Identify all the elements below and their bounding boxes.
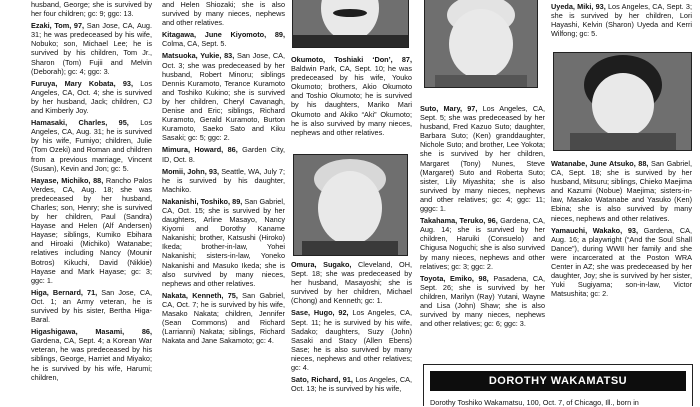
obituary-entry: [31, 21, 152, 76]
portrait-photo-omura: [293, 154, 408, 256]
obituary-text: and Helen Shiozaki; she is also survived by many nieces, nephews and other relatives.: [162, 0, 285, 28]
obituary-entry: [31, 0, 152, 18]
memorial-lead-text: Dorothy Toshiko Wakamatsu, 100, Oct. 7, of Chicago, Ill., born in: [430, 398, 639, 407]
obituary-name: Momii, John, 93,: [162, 166, 220, 176]
obituary-text: Los Angeles, CA, Oct. 13; he is survived by his wife,: [291, 375, 412, 394]
obituary-name: Higashigawa, Masami, 86,: [31, 327, 152, 337]
obituary-text: Los Angeles, CA, Oct. 4; she is survived by her husband, Jack; children, CJ and Kimberly Joy.: [31, 78, 152, 116]
obituary-text: Los Angeles, CA, Sept. 5; she was predeceased by her husband, Fred Kazuo Suto; daughter, Barbara Suto; (Ken) granddaughter, Nichole Suto; and brother, Lee Yokota; she is survived by her children, Margaret (Tony) Nunes, Steve (Margaret) Suto and Roberta Suto; sister, Lily Miyashita; she is also survived by many nieces, nephews and other relatives; gc: 4; ggc: 11; gggc: 1.: [420, 104, 545, 214]
obituary-text: Cleveland, OH, Sept. 18; she was predeceased by her husband, Masayoshi; she is survived by her children, Michael (Chong) and Kenneth; gc: 1.: [291, 260, 412, 306]
obituary-entry: [291, 375, 412, 393]
obituary-entry: [291, 260, 412, 305]
obituary-name: Toyota, Emiko, 98,: [420, 273, 489, 283]
obituary-entry: [420, 274, 545, 329]
obituary-name: Watanabe, June Atsuko, 88,: [551, 159, 649, 168]
obituary-entry: [31, 79, 152, 115]
obituary-entry: [31, 176, 152, 285]
obituary-text: Rancho Palos Verdes, CA, Aug. 18; she was predeceased by her husband, Charles; son, Henry; she is survived by her children, Paul (Sandra) Hayase and Helen (Alf Andersen) Hayase; siblings, Kumiko Ebihara and Hiroaki (Michiko) Watanabe; relatives including Nancy (Mounir Botros) Kikuchi, David (Nikkie) Hayase and Mark Hayase; gc: 3; ggc: 1.: [31, 175, 152, 285]
obituary-entry: [551, 159, 692, 223]
obituary-name: Furuya, Mary Kobata, 93,: [31, 78, 133, 88]
obituary-name: Takahama, Teruko, 96,: [420, 216, 498, 226]
obituary-name: Yamauchi, Wakako, 93,: [551, 225, 638, 235]
obituary-column-3b: [291, 260, 412, 405]
obituary-text: Pasadena, CA, Sept. 26; she is survived by her children, Marilyn (Ray) Yutani, Wayne and Lisa (John) Shaw; she is also survived by many nieces, nephews and other relatives; gc: 6; ggc: 3.: [420, 273, 545, 329]
obituary-text: Los Angeles, CA, Sept. 11; he is survived by his wife, Sadako; daughters, Suzy (John) Sasaki and Stacy (Allen Ebens) Sase; he is also survived by many nieces, nephews and other relatives; gc: 4.: [291, 308, 412, 373]
obituary-entry: [291, 55, 412, 137]
obituary-entry: [31, 327, 152, 382]
obituary-entry: [291, 308, 412, 372]
obituary-name: Hayase, Michiko, 88,: [31, 175, 104, 185]
obituary-text: Gardena, CA, Aug. 16; a playwright (“And the Soul Shall Dance”), during WWII her family and she were incarcerated at the Poston WRA Center in AZ; she was predeceased by her daughter, Joy; she is survived by her sister, Yuki Sugiyama; son-in-law, Victor Matsushita; gc: 2.: [551, 225, 692, 299]
obituary-entry: [162, 145, 285, 163]
obituary-column-2: [162, 0, 285, 405]
obituary-entry: [420, 216, 545, 271]
obituary-entry: [162, 197, 285, 288]
obituary-name: Sase, Hugo, 92,: [291, 308, 349, 318]
portrait-photo-okumoto: [292, 0, 409, 48]
obituary-entry: [551, 2, 692, 38]
obituary-entry: [162, 291, 285, 346]
obituary-name: Ezaki, Tom, 97,: [31, 21, 85, 31]
obituary-name: Nakata, Kenneth, 75,: [162, 290, 238, 300]
portrait-photo-watanabe: [553, 52, 692, 151]
obituary-text: Baldwin Park, CA, Sept. 10; he was predeceased by his wife, Youko Okumoto; brothers, Akio Okumoto and Toshio Okumoto; he is survived by his daughters, Mariko Mari Okumoto and Akiko “Aki” Okumoto; he is also survived by many nieces, nephews and other relatives.: [291, 64, 412, 137]
obituary-name: Uyeda, Miki, 93,: [551, 2, 606, 11]
obituary-name: Mimura, Howard, 86,: [162, 145, 238, 155]
obituary-entry: [31, 288, 152, 324]
obituary-name: Sato, Richard, 91,: [291, 375, 353, 385]
obituary-name: Nakanishi, Toshiko, 89,: [162, 196, 243, 206]
obituary-column-1: [31, 0, 152, 405]
obituary-text: Seattle, WA, July 7; he is survived by his daughter, Machiko.: [162, 166, 285, 194]
obituary-text: Los Angeles, CA, Sept. 3; she is survived by her children, Lori Hayashi, Kelvin (Sharon) Uyeda and Kerri Wilfong; gc: 5.: [551, 2, 692, 39]
portrait-photo-suto: [424, 0, 538, 88]
obituary-text: Los Angeles, CA, Aug. 31; he is survived by his wife, Fumiyo; children, Julie (Tom Ozeki) and Roman and children from a previous marriage, Vincent (Susan), Kevin and Jon; gc: 5.: [31, 118, 152, 173]
obituary-text: San Jose, CA, Oct. 3; she was predeceased by her husband, Robert Minoru; siblings Dennis Kuramoto, Terance Kuramoto and Toshiko Kukino; she is survived by her children, Cheryl Cavanagh, Denise and Eric; siblings, Richard Kuramoto, Gerald Kuramoto, Burton Kuramoto, Saeko Sato and Kiku Sasaki; gc: 5; ggc: 2.: [162, 51, 285, 143]
obituary-text: Gardena, CA, Aug. 14; she is survived by her children, Haruiki (Consuelo) and Chigusa Noguchi; she is also survived by many nieces, nephews and other relatives; gc: 3; ggc: 2.: [420, 216, 545, 271]
obituary-column-5b: [551, 159, 692, 359]
obituary-column-5: [551, 2, 692, 47]
memorial-box: [423, 364, 693, 406]
obituary-name: Omura, Sugako,: [291, 260, 352, 269]
obituary-entry: [420, 104, 545, 213]
obituary-name: Suto, Mary, 97,: [420, 104, 478, 113]
obituary-entry: [162, 167, 285, 194]
obituary-text: San Gabriel, CA, Oct. 15; she is survived by her daughters, Arline Masayo, Nancy Kiyomi and Dorothy Kaname Nakanishi; brother, Katsushi (Hiroko) Ikeda; brother-in-law, Yohei Nakanishi; sisters-in-law, Yoneko Nakanishi and Masuko Ikeda; she is also survived by many nieces, nephews and other relatives.: [162, 196, 285, 288]
obituary-text: Garden City, ID, Oct. 8.: [162, 145, 285, 164]
obituary-entry: [162, 30, 285, 48]
obituary-name: Higa, Bernard, 71,: [31, 287, 98, 297]
obituary-column-4: [420, 104, 545, 358]
obituary-text: San Jose, CA, Aug. 31; he was predeceased by his wife, Nobuko; son, Michael Lee; he is survived by his children, Tom Jr., Sharon (Tom) Fujii and Melvin (Deborah); gc: 4; ggc: 3.: [31, 21, 152, 76]
obituary-column-3: [291, 55, 412, 145]
obituary-entry: [31, 118, 152, 173]
obituary-entry: [162, 0, 285, 27]
obituary-text: Gardena, CA, Sept. 4; a Korean War veteran, he was predeceased by his siblings, George, Harriet and Miyako; he is survived by his wife, Harumi; children,: [31, 336, 152, 382]
obituary-name: Okumoto, Toshiaki ‘Don’, 87,: [291, 55, 412, 64]
memorial-title: DOROTHY WAKAMATSU: [430, 371, 686, 391]
obituary-name: Hamasaki, Charles, 95,: [31, 118, 129, 128]
obituary-text: San Jose, CA, Oct. 1; an Army veteran, he is survived by his sister, Bertha Higa-Baral.: [31, 287, 152, 325]
obituary-text: San Gabriel, CA, Oct. 7; he is survived by his wife, Masako Nakata; children, Jennifer (Sean Commons) and Richard (Larrianni) Nakata; siblings, Richard Nakata and Jane Sakamoto; gc: 4.: [162, 290, 285, 346]
obituary-text: husband, George; she is survived by her four children; gc: 9; ggc: 13.: [31, 0, 152, 19]
obituary-entry: [162, 51, 285, 142]
obituary-text: San Gabriel, CA, Sept. 18; she is survived by her husband, Mitsuru; siblings, Chieko Maejima and Kazumi (Nobue) Maejima; sisters-in-law, Masako Watanabe and Yasuko (Ken) Ebina; she is also survived by many nieces, nephews and other relatives.: [551, 159, 692, 223]
obituary-name: Kitagawa, June Kiyomoto, 89,: [162, 30, 285, 40]
obituary-text: Colma, CA, Sept. 5.: [162, 39, 227, 49]
obituary-entry: [551, 226, 692, 299]
obituary-name: Matsuoka, Yukie, 83,: [162, 51, 235, 61]
